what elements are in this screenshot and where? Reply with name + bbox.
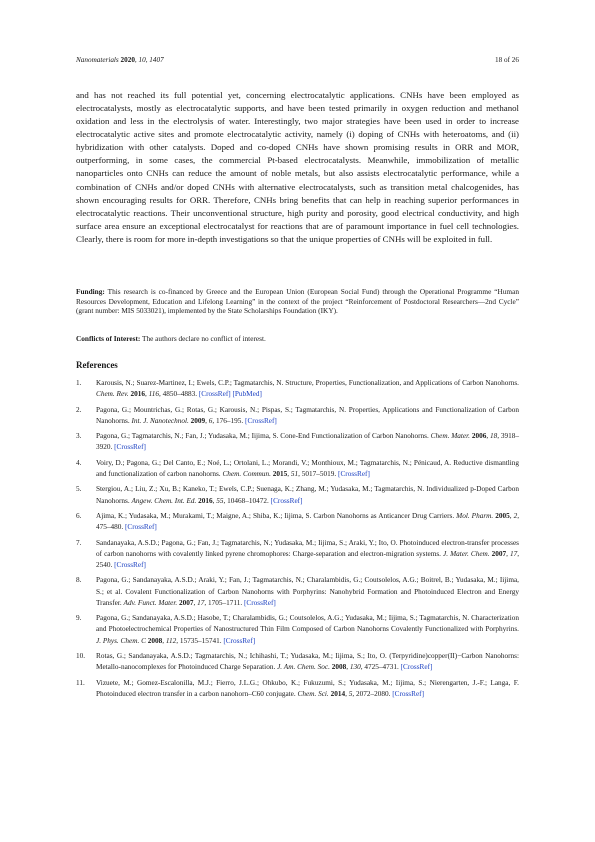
- body-paragraph: and has not reached its full potential yet, concerning electrocatalytic applications. CNHs have been employed as electrocatalysts, mostly as electrocatalytic supports, and have been tested primarily in oxygen reduction and methanol oxidation and less in the electrolysis of water. Interestingly, two major strategies have been used in order to increase electrocatalytic active sites and promote electrocatalytic activity, namely (i) doping of CNHs with heteroatoms, and (ii) hybridization with other catalysts. Doped and co-doped CNHs have shown promising results in ORR and MOR, outperforming, in some cases, the commercial Pt-based electrocatalysts. Meanwhile, immobilization of metallic nanoparticles onto CNHs can reduce the amount of noble metals, but also assists electrocatalytic performance, while a combination of CNHs and/or doped CNHs with alternative electrocatalysts, such as transition metal chalcogenides, has shown encouraging results for ORR. Therefore, CNHs bring benefits that can help in reaching superior performances in electrocatalytic reactions. Their unconventional structure, high purity and porosity, good electrical conductivity, and high surface area ensure an exceptional electrocatalyst for reactions that are of paramount importance in fuel cell technologies. Clearly, there is room for more in-depth investigations so that the unique properties of CNHs will be exploited in full.: [76, 90, 519, 244]
- reference-journal: J. Mater. Chem.: [443, 549, 490, 558]
- reference-pages: , 3918–3920.: [96, 432, 520, 452]
- crossref-link[interactable]: [CrossRef]: [243, 598, 276, 607]
- reference-year: 2016: [198, 496, 213, 505]
- reference-item: 9. Pagona, G.; Sandanayaka, A.S.D.; Hasobe, T.; Charalambidis, G.; Coutsolelos, A.G.; Yudasaka, M.; Iijima, S.; Tagmatarchis, N. Characterization and Photoelectrochemical Properties of Nanostructured Thin Film Composed of Carbon Nanohorns Covalently Functionalized with Porphyrins. J. Phys. Chem. C 2008, 112, 15735–15741. [CrossRef]: [76, 614, 519, 645]
- crossref-link[interactable]: [CrossRef]: [114, 560, 146, 569]
- reference-number: 2.: [76, 405, 82, 414]
- reference-journal: Int. J. Nanotechnol.: [131, 416, 189, 425]
- reference-year: 2007: [491, 549, 507, 558]
- crossref-link[interactable]: [CrossRef]: [338, 469, 370, 478]
- funding-label: Funding:: [76, 287, 105, 296]
- reference-pages: , 475–480.: [96, 511, 520, 532]
- reference-authors-title: Karousis, N.; Suarez-Martinez, I.; Ewels, C.P.; Tagmatarchis, N. Structure, Properties, Functionalization, and Applications of Carbon Nanohorns.: [96, 379, 519, 387]
- reference-volume: 18: [490, 432, 498, 441]
- reference-year: 2008: [147, 636, 163, 645]
- reference-volume: 6: [208, 416, 213, 425]
- reference-volume: 130: [349, 663, 361, 672]
- reference-pages: , 4725–4731.: [360, 663, 399, 672]
- reference-number: 9.: [76, 614, 82, 623]
- reference-authors-title: Vizuete, M.; Gomez-Escalonilla, M.J.; Fierro, J.L.G.; Ohkubo, K.; Fukuzumi, S.; Yudasaka, M.; Iijima, S.; Nierengarten, J.-F.; Langa, F. Photoinduced electron transfer in a carbon nanohorn–C60 conjugate.: [96, 678, 519, 698]
- reference-pages: , 2540.: [96, 549, 520, 569]
- crossref-link[interactable]: [CrossRef]: [114, 443, 146, 452]
- pubmed-link[interactable]: [PubMed]: [232, 390, 262, 399]
- reference-number: 11.: [76, 678, 85, 687]
- reference-year: 2005: [495, 511, 510, 520]
- reference-volume: 17: [197, 598, 205, 607]
- reference-authors-title: Ajima, K.; Yudasaka, M.; Murakami, T.; Maigne, A.; Shiba, K.; Iijima, S. Carbon Nanohorns as Anticancer Drug Carriers.: [96, 511, 455, 520]
- page-number: 18 of 26: [495, 56, 519, 64]
- conflicts-statement: [76, 334, 519, 344]
- reference-volume: 55: [216, 496, 224, 505]
- conflicts-label: Conflicts of Interest:: [76, 334, 141, 343]
- reference-item: 3. Pagona, G.; Tagmatarchis, N.; Fan, J.; Yudasaka, M.; Iijima, S. Cone-End Functionalization of Carbon Nanohorns. Chem. Mater. 2006, 18, 3918–3920. [CrossRef]: [76, 432, 520, 452]
- reference-volume: 116: [148, 390, 159, 399]
- reference-year: 2007: [178, 598, 194, 607]
- journal-citation: Nanomaterials 2020, 10, 1407: [76, 56, 164, 64]
- reference-item: 5. Stergiou, A.; Liu, Z.; Xu, B.; Kaneko, T.; Ewels, C.P.; Suenaga, K.; Zhang, M.; Yudasaka, M.; Tagmatarchis, N. Individualized p-Doped Carbon Nanohorns. Angew. Chem. Int. Ed. 2016, 55, 10468–10472. [CrossRef]: [76, 485, 519, 505]
- reference-year: 2009: [190, 416, 206, 425]
- reference-journal: Chem. Rev.: [96, 390, 129, 399]
- reference-volume: 17: [510, 549, 518, 558]
- reference-number: 8.: [76, 576, 82, 585]
- crossref-link[interactable]: [CrossRef]: [270, 496, 303, 505]
- reference-authors-title: Stergiou, A.; Liu, Z.; Xu, B.; Kaneko, T.; Ewels, C.P.; Suenaga, K.; Zhang, M.; Yudasaka, M.; Tagmatarchis, N. Individualized p-Doped Carbon Nanohorns.: [96, 485, 519, 505]
- reference-authors-title: Rotas, G.; Sandanayaka, A.S.D.; Tagmatarchis, N.; Ichihashi, T.; Yudasaka, M.; Iijima, S.; Ito, O. (Terpyridine)copper(II)−Carbon Nanohorns: Metallo-nanocomplexes for Photoinduced Charge Separation.: [96, 651, 519, 672]
- reference-year: 2015: [272, 469, 288, 478]
- reference-number: 1.: [76, 379, 82, 387]
- conflicts-text: The authors declare no conflict of interest.: [142, 334, 266, 343]
- reference-volume: 51: [290, 469, 299, 478]
- reference-volume: 2: [513, 511, 518, 520]
- references-list: [76, 378, 519, 704]
- reference-pages: , 5017–5019.: [298, 469, 337, 478]
- reference-pages: , 176–195.: [212, 416, 244, 425]
- funding-statement: [76, 287, 519, 316]
- reference-item: 1. Karousis, N.; Suarez-Martinez, I.; Ewels, C.P.; Tagmatarchis, N. Structure, Properties, Functionalization, and Applications of Carbon Nanohorns. Chem. Rev. 2016, 116, 4850–4883. [CrossRef] [PubMed]: [76, 379, 519, 399]
- reference-authors-title: Pagona, G.; Sandanayaka, A.S.D.; Hasobe, T.; Charalambidis, G.; Coutsolelos, A.G.; Yudasaka, M.; Iijima, S.; Tagmatarchis, N. Characterization and Photoelectrochemical Properties of Nanostructured Thin Film Composed of Carbon Nanohorns Covalently Functionalized with Porphyrins.: [96, 614, 519, 634]
- reference-item: 6. Ajima, K.; Yudasaka, M.; Murakami, T.; Maigne, A.; Shiba, K.; Iijima, S. Carbon Nanohorns as Anticancer Drug Carriers. Mol. Pharm. 2005, 2, 475–480. [CrossRef]: [76, 511, 520, 532]
- reference-number: 5.: [76, 485, 82, 494]
- reference-item: 7. Sandanayaka, A.S.D.; Pagona, G.; Fan, J.; Tagmatarchis, N.; Yudasaka, M.; Iijima, S.; Araki, Y.; Ito, O. Photoinduced electron-transfer processes of carbon nanohorns with covalently linked pyrene chromophores: Charge-separation and electron-migration systems. J. Mater. Chem. 2007, 17, 2540. [CrossRef]: [76, 538, 520, 569]
- reference-authors-title: Pagona, G.; Mountrichas, G.; Rotas, G.; Karousis, N.; Pispas, S.; Tagmatarchis, N. Properties, Applications and Functionalization of Carbon Nanohorns.: [96, 405, 519, 425]
- reference-year: 2008: [331, 663, 347, 672]
- reference-journal: Chem. Commun.: [222, 469, 271, 478]
- reference-pages: , 15735–15741.: [176, 636, 222, 645]
- reference-pages: , 10468–10472.: [223, 496, 269, 505]
- crossref-link[interactable]: [CrossRef]: [125, 523, 157, 532]
- reference-item: 2. Pagona, G.; Mountrichas, G.; Rotas, G.; Karousis, N.; Pispas, S.; Tagmatarchis, N. Properties, Applications and Functionalization of Carbon Nanohorns. Int. J. Nanotechnol. 2009, 6, 176–195. [CrossRef]: [76, 405, 519, 425]
- reference-year: 2014: [330, 689, 346, 698]
- reference-journal: J. Am. Chem. Soc.: [277, 663, 330, 672]
- reference-volume: 112: [165, 636, 177, 645]
- reference-number: 4.: [76, 458, 82, 467]
- reference-item: 8. Pagona, G.; Sandanayaka, A.S.D.; Araki, Y.; Fan, J.; Tagmatarchis, N.; Charalambidis, G.; Coutsolelos, A.G.; Boitrel, B.; Yudasaka, M.; Iijima, S.; et al. Covalent Functionalization of Carbon Nanohorns with Porphyrins: Nanohybrid Formation and Photoinduced Electron and Energy Transfer. Adv. Funct. Mater. 2007, 17, 1705–1711. [CrossRef]: [76, 576, 519, 607]
- crossref-link[interactable]: [CrossRef]: [245, 416, 277, 425]
- reference-year: 2006: [471, 432, 487, 441]
- reference-number: 6.: [76, 511, 82, 520]
- references-heading: References: [76, 360, 118, 370]
- reference-pages: , 1705–1711.: [204, 598, 243, 607]
- reference-journal: Mol. Pharm.: [456, 511, 494, 520]
- reference-pages: , 2072–2080.: [352, 689, 391, 698]
- reference-journal: Adv. Funct. Mater.: [123, 598, 178, 607]
- reference-journal: Chem. Sci.: [297, 689, 329, 698]
- running-header: [76, 56, 519, 68]
- reference-authors-title: Pagona, G.; Sandanayaka, A.S.D.; Araki, Y.; Fan, J.; Tagmatarchis, N.; Charalambidis, G.; Coutsolelos, A.G.; Boitrel, B.; Yudasaka, M.; Iijima, S.; et al. Covalent Functionalization of Carbon Nanohorns with Porphyrins: Nanohybrid Formation and Photoinduced Electron and Energy Transfer.: [96, 576, 519, 607]
- reference-authors-title: Voiry, D.; Pagona, G.; Del Canto, E.; Noé, L.; Ortolani, L.; Morandi, V.; Monthioux, M.; Tagmatarchis, N.; Pénicaud, A. Reductive dismantling and functionalization of carbon nanohorns.: [96, 458, 519, 478]
- reference-item: 4. Voiry, D.; Pagona, G.; Del Canto, E.; Noé, L.; Ortolani, L.; Morandi, V.; Monthioux, M.; Tagmatarchis, N.; Pénicaud, A. Reductive dismantling and functionalization of carbon nanohorns. Chem. Commun. 2015, 51, 5017–5019. [CrossRef]: [76, 458, 519, 478]
- reference-journal: Chem. Mater.: [430, 432, 470, 441]
- reference-year: 2016: [130, 390, 145, 399]
- funding-text: This research is co-financed by Greece and the European Union (European Social Fund) through the Operational Programme “Human Resources Development, Education and Lifelong Learning” in the context of the project “Reinforcement of Postdoctoral Researchers—2nd Cycle” (grant number: MIS 5033021), implemented by the State Scholarships Foundation (IKY).: [76, 287, 519, 316]
- reference-number: 3.: [76, 432, 82, 441]
- crossref-link[interactable]: [CrossRef]: [198, 390, 231, 399]
- reference-number: 7.: [76, 538, 82, 547]
- reference-authors-title: Sandanayaka, A.S.D.; Pagona, G.; Fan, J.; Tagmatarchis, N.; Yudasaka, M.; Iijima, S.; Araki, Y.; Ito, O. Photoinduced electron-transfer processes of carbon nanohorns with covalently linked pyrene chromophores: Charge-separation and electron-migration systems.: [96, 538, 519, 558]
- reference-journal: J. Phys. Chem. C: [96, 636, 146, 645]
- reference-number: 10.: [76, 651, 86, 660]
- reference-item: 11. Vizuete, M.; Gomez-Escalonilla, M.J.; Fierro, J.L.G.; Ohkubo, K.; Fukuzumi, S.; Yudasaka, M.; Iijima, S.; Nierengarten, J.-F.; Langa, F. Photoinduced electron transfer in a carbon nanohorn–C60 conjugate. Chem. Sci. 2014, 5, 2072–2080. [CrossRef]: [76, 678, 519, 698]
- reference-journal: Angew. Chem. Int. Ed.: [131, 496, 197, 505]
- reference-authors-title: Pagona, G.; Tagmatarchis, N.; Fan, J.; Yudasaka, M.; Iijima, S. Cone-End Functionalization of Carbon Nanohorns.: [96, 432, 429, 441]
- reference-item: 10. Rotas, G.; Sandanayaka, A.S.D.; Tagmatarchis, N.; Ichihashi, T.; Yudasaka, M.; Iijima, S.; Ito, O. (Terpyridine)copper(II)−Carbon Nanohorns: Metallo-nanocomplexes for Photoinduced Charge Separation. J. Am. Chem. Soc. 2008, 130, 4725–4731. [CrossRef]: [76, 651, 519, 672]
- crossref-link[interactable]: [CrossRef]: [223, 636, 256, 645]
- crossref-link[interactable]: [CrossRef]: [400, 663, 433, 672]
- reference-pages: , 4850–4883.: [158, 390, 198, 399]
- crossref-link[interactable]: [CrossRef]: [392, 689, 425, 698]
- reference-volume: 5: [348, 689, 353, 698]
